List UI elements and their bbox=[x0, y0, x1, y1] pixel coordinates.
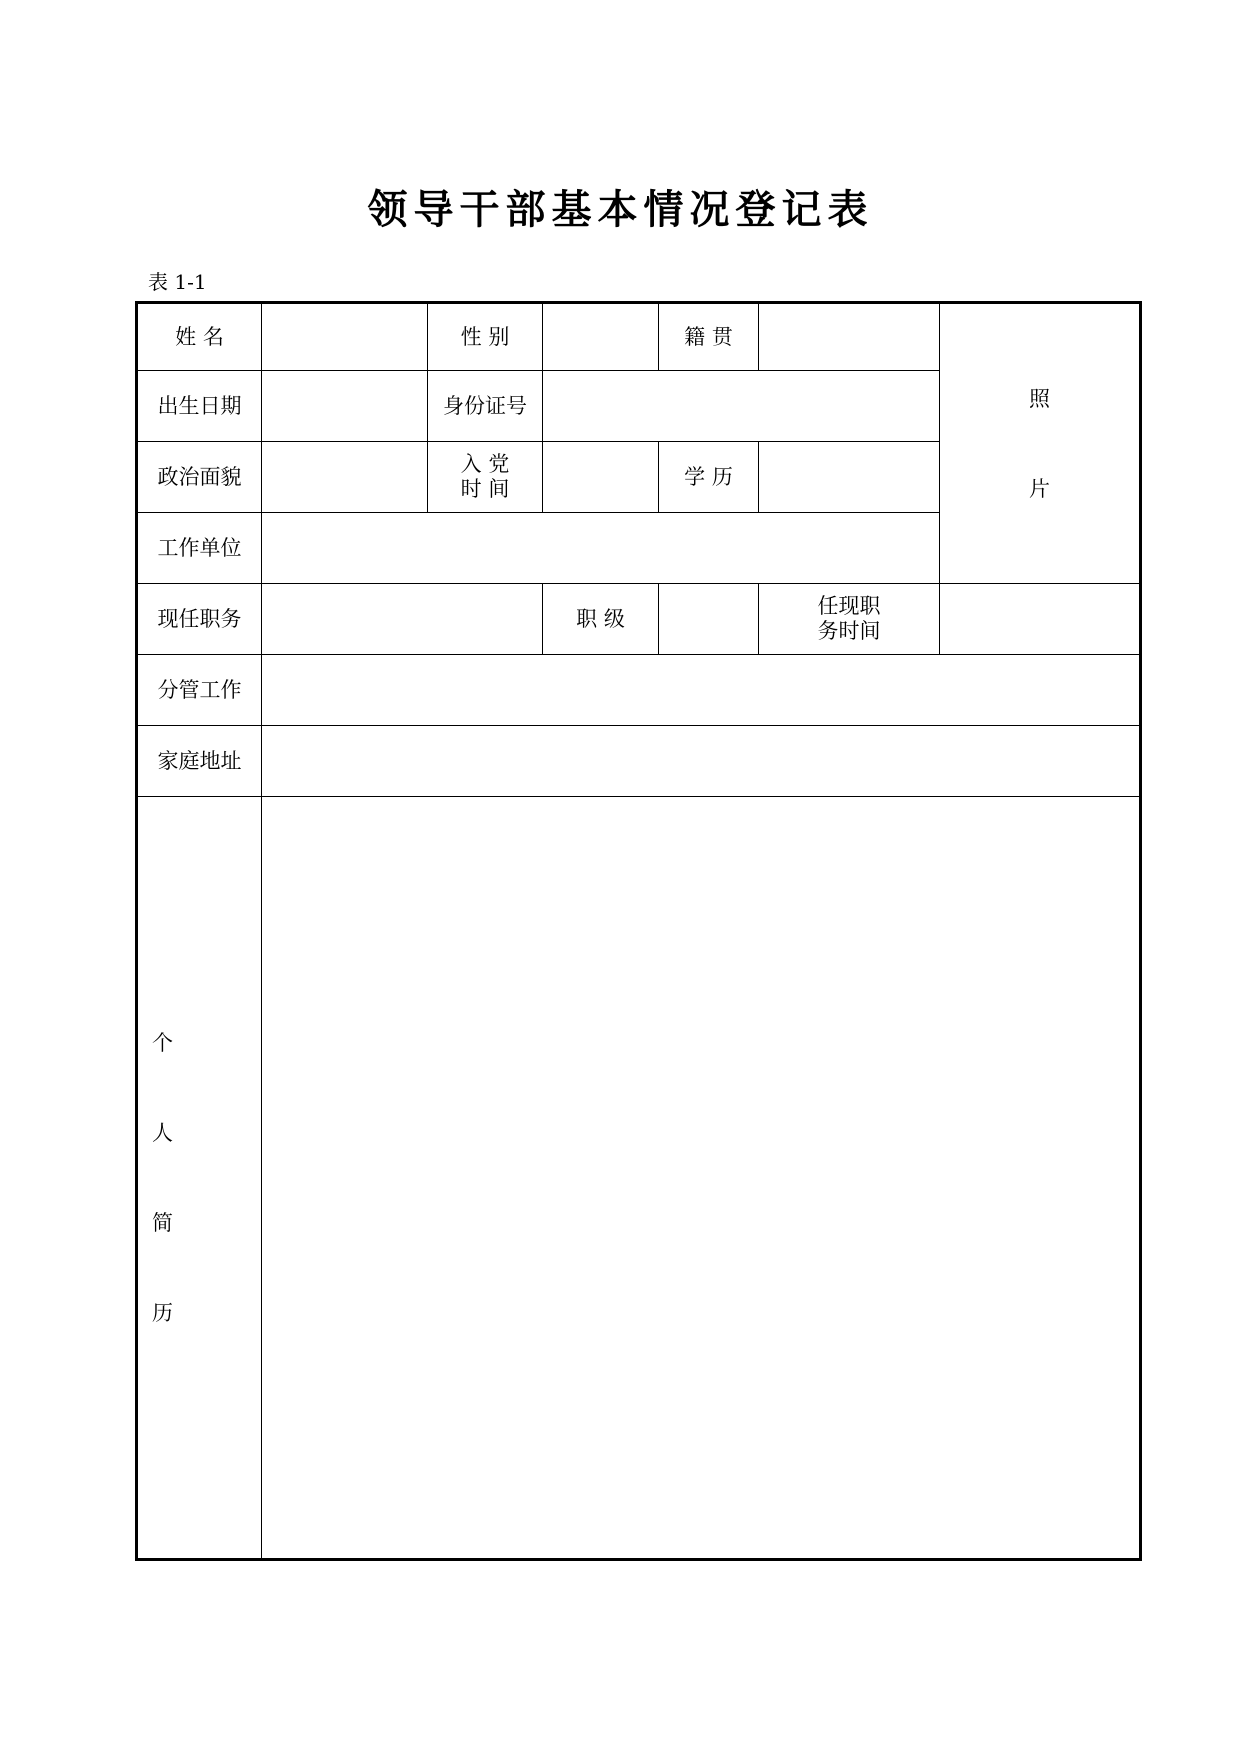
position-time-label-line2: 务时间 bbox=[817, 619, 881, 644]
gender-field[interactable] bbox=[543, 303, 659, 371]
education-field[interactable] bbox=[759, 442, 940, 513]
rank-label: 职 级 bbox=[543, 584, 659, 655]
current-position-field[interactable] bbox=[262, 584, 543, 655]
political-status-field[interactable] bbox=[262, 442, 428, 513]
current-position-label: 现任职务 bbox=[137, 584, 262, 655]
resume-label-char-4: 历 bbox=[152, 1300, 173, 1325]
resume-label bbox=[137, 797, 262, 1560]
name-field[interactable] bbox=[262, 303, 428, 371]
birth-date-label: 出生日期 bbox=[137, 371, 262, 442]
photo-label-2: 片 bbox=[1029, 476, 1050, 501]
registration-form-table bbox=[135, 301, 1142, 1561]
position-time-label-line1: 任现职 bbox=[817, 594, 881, 619]
photo-label-1: 照 bbox=[1029, 386, 1050, 411]
position-time-field[interactable] bbox=[940, 584, 1141, 655]
form-row-address bbox=[137, 726, 1141, 797]
form-row-name bbox=[137, 303, 1141, 371]
work-unit-field[interactable] bbox=[262, 513, 940, 584]
party-join-label-line2: 时 间 bbox=[460, 477, 510, 502]
responsibilities-field[interactable] bbox=[262, 655, 1141, 726]
party-join-label-line1: 入 党 bbox=[460, 452, 510, 477]
responsibilities-label: 分管工作 bbox=[137, 655, 262, 726]
resume-label-char-1: 个 bbox=[152, 1030, 173, 1055]
political-status-label: 政治面貌 bbox=[137, 442, 262, 513]
home-address-label: 家庭地址 bbox=[137, 726, 262, 797]
photo-area[interactable] bbox=[940, 303, 1141, 584]
form-row-resume bbox=[137, 797, 1141, 1560]
education-label: 学 历 bbox=[659, 442, 759, 513]
birth-date-field[interactable] bbox=[262, 371, 428, 442]
resume-field[interactable] bbox=[262, 797, 1141, 1560]
table-number: 表 1-1 bbox=[148, 270, 207, 294]
id-number-field[interactable] bbox=[543, 371, 940, 442]
gender-label: 性 别 bbox=[428, 303, 543, 371]
resume-label-char-2: 人 bbox=[152, 1120, 173, 1145]
native-place-label: 籍 贯 bbox=[659, 303, 759, 371]
id-number-label: 身份证号 bbox=[428, 371, 543, 442]
home-address-field[interactable] bbox=[262, 726, 1141, 797]
name-label: 姓 名 bbox=[137, 303, 262, 371]
party-join-time-field[interactable] bbox=[543, 442, 659, 513]
rank-field[interactable] bbox=[659, 584, 759, 655]
page-title: 领导干部基本情况登记表 bbox=[367, 187, 874, 233]
resume-label-char-3: 简 bbox=[152, 1210, 173, 1235]
form-row-responsibilities bbox=[137, 655, 1141, 726]
native-place-field[interactable] bbox=[759, 303, 940, 371]
party-join-time-label bbox=[428, 442, 543, 513]
position-time-label bbox=[759, 584, 940, 655]
work-unit-label: 工作单位 bbox=[137, 513, 262, 584]
form-row-position bbox=[137, 584, 1141, 655]
